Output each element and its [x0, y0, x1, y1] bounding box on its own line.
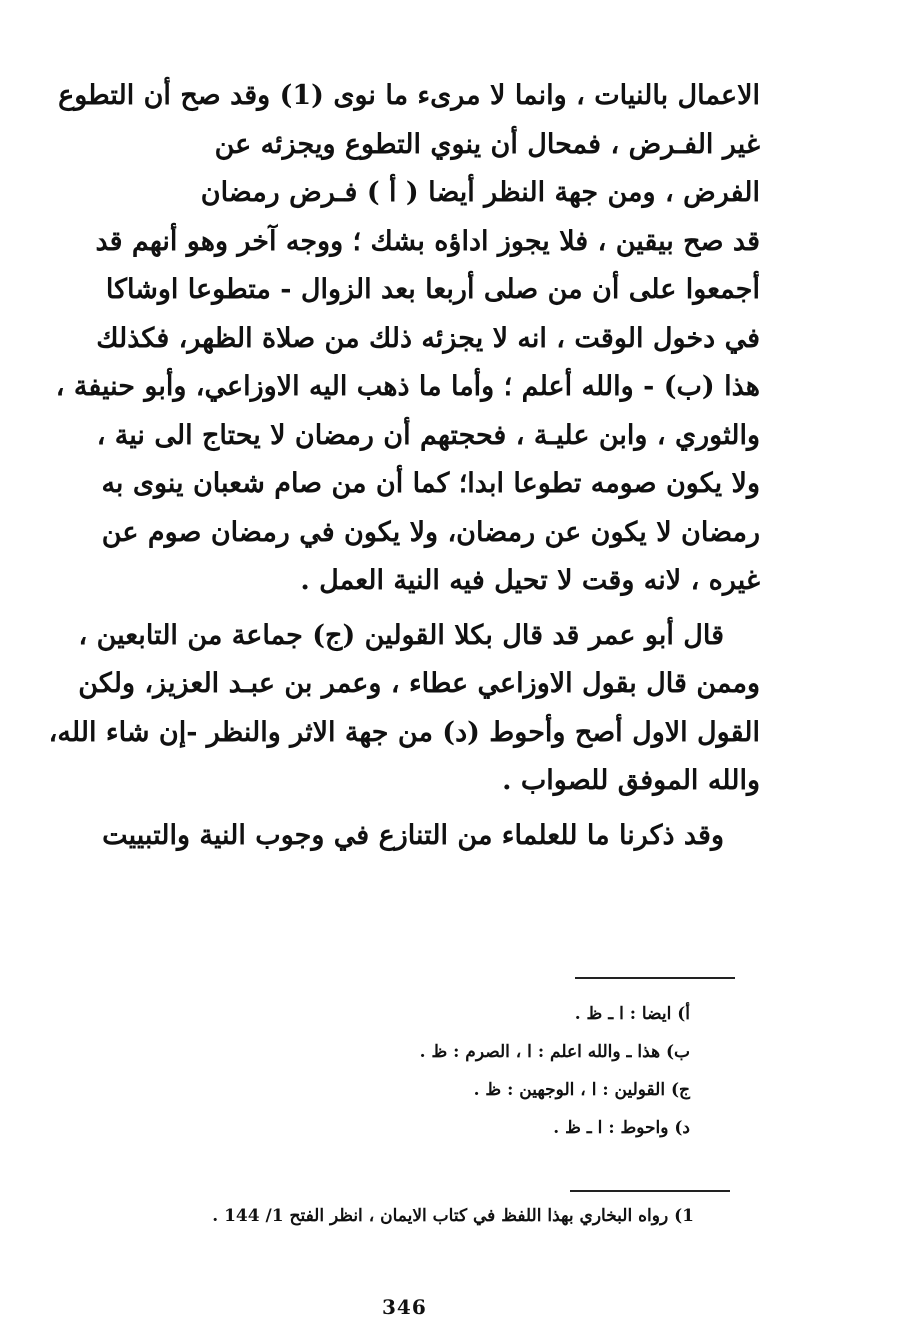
paragraph-3 — [100, 812, 760, 861]
page-number: 346 — [382, 1295, 427, 1319]
text-line: أجمعوا على أن من صلى أربعا بعد الزوال - متطوعا اوشاكا — [105, 274, 760, 305]
paragraph-1 — [55, 72, 760, 606]
text-line: وقد ذكرنا ما للعلماء من التنازع في وجوب النية والتبييت — [102, 819, 724, 851]
text-line: القول الاول أصح وأحوط (د) من جهة الاثر والنظر -إن شاء الله، — [48, 716, 760, 748]
text-line: هذا (ب) - والله أعلم ؛ وأما ما ذهب اليه الاوزاعي، وأبو حنيفة ، — [55, 371, 760, 402]
main-text — [48, 72, 760, 860]
text-line: رمضان لا يكون عن رمضان، ولا يكون في رمضان صوم عن — [101, 516, 760, 548]
text-line: وممن قال بقول الاوزاعي عطاء ، وعمر بن عبـد العزيز، ولكن — [78, 668, 760, 699]
paragraph-2 — [48, 612, 760, 806]
footnote-separator — [570, 1190, 730, 1192]
note-item: ب) هذا ـ والله اعلم : ا ، الصرم : ظ . — [419, 1042, 690, 1062]
footnote: 1) رواه البخاري بهذا اللفظ في كتاب الايمان ، انظر الفتح 1/ 144 . — [212, 1206, 694, 1226]
text-line: والله الموفق للصواب . — [502, 765, 760, 796]
text-line: الفرض ، ومن جهة النظر أيضا ( أ ) فـرض رمضان — [200, 177, 760, 208]
text-line: غيره ، لانه وقت لا تحيل فيه النية العمل . — [300, 565, 760, 596]
text-line: الاعمال بالنيات ، وانما لا مرىء ما نوى (1) وقد صح أن التطوع — [58, 80, 760, 111]
note-item: ج) القولين : ا ، الوجهين : ظ . — [473, 1080, 690, 1100]
text-line: قد صح بيقين ، فلا يجوز اداؤه بشك ؛ ووجه آخر وهو أنهم قد — [95, 225, 760, 257]
critical-apparatus-notes — [230, 995, 690, 1147]
text-line: غير الفـرض ، فمحال أن ينوي التطوع ويجزئه عن — [214, 128, 760, 160]
notes-separator — [575, 977, 735, 979]
text-line: قال أبو عمر قد قال بكلا القولين (ج) جماعة من التابعين ، — [78, 619, 724, 651]
text-line: ولا يكون صومه تطوعا ابدا؛ كما أن من صام شعبان ينوى به — [101, 468, 760, 499]
text-line: والثوري ، وابن عليـة ، فحجتهم أن رمضان لا يحتاج الى نية ، — [96, 419, 760, 451]
note-item: د) واحوط : ا ـ ظ . — [553, 1118, 690, 1138]
note-item: أ) ايضا : ا ـ ظ . — [574, 1004, 690, 1024]
text-line: في دخول الوقت ، انه لا يجزئه ذلك من صلاة الظهر، فكذلك — [96, 322, 760, 354]
